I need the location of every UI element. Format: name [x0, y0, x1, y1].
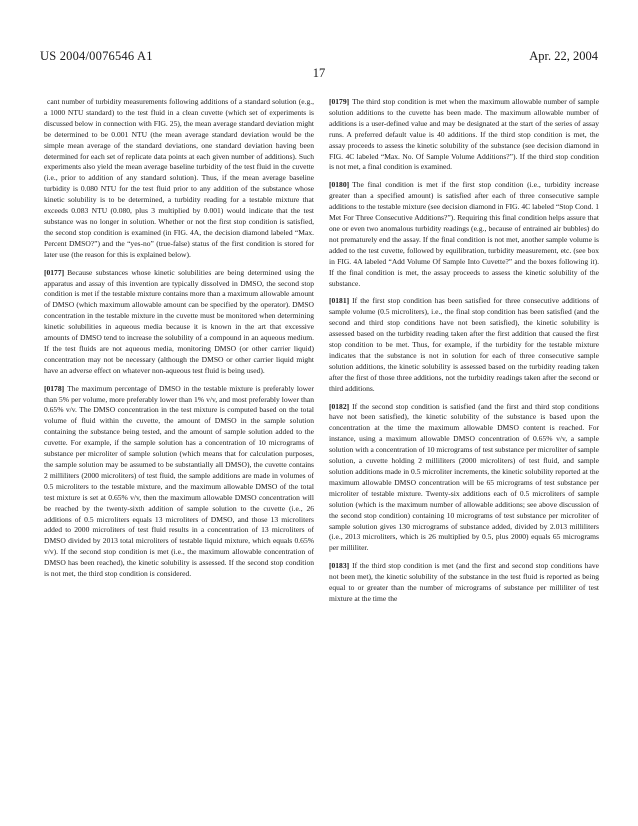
paragraph-text: If the first stop condition has been satisfied for three consecutive additions of sample volume (0.5 microliters), i.e., the final stop condition has been satisfied (and the second and third stop conditions have not been satisfied), the kinetic solubility is assessed based on the turbidity reading taken after the first addition that caused the first stop condition to be met. Thus, for example, if the turbidity for the testable mixture indicates that the substance is not in solution for each of three consecutive sample solution additions, the kinetic solubility is assessed based on the turbidity reading taken after the first of those three additions, not the turbidity readings taken after the second or third additions. [329, 296, 599, 393]
paragraph-text: cant number of turbidity measurements following additions of a standard solution (e.g., a 1000 NTU standard) to the test fluid in a clean cuvette (which set of experiments is discussed below in connection with FIG. 25), the mean average standard deviation might be determined to be 0.001 NTU (the mean average standard deviation would be the simple mean average of the standard deviations, one standard deviation having been determined for each set of replicate data points at each given number of additions). Such experiments also yield the mean average baseline turbidity of the test fluid in the cuvette (i.e., prior to addition of any standard solution). Thus, if the mean average baseline turbidity is 0.080 NTU for the test fluid prior to any addition of the substance whose kinetic solubility is to be determined, a turbidity reading for a testable mixture that exceeds 0.083 NTU (0.080, plus 3 multiplied by 0.001) would indicate that the test substance was no longer in solution. Whether or not the first stop condition is satisfied, the second stop condition is examined (in FIG. 4A, the decision diamond labeled “Max. Percent DMSO?”) and the “yes-no” (true-false) status of the first condition is stored for later use (the reason for this is explained below). [44, 97, 314, 259]
paragraph-number: [0181] [329, 296, 350, 306]
paragraph-text: If the second stop condition is satisfied (and the first and third stop conditions have not been satisfied), the kinetic solubility of the substance is based upon the concentration at the time the maximum allowable DMSO content is reached. For instance, using a maximum allowable DMSO concentration of 0.65% v/v, a sample solution with a concentration of 10 micrograms of test substance per microliter of sample solution, a cuvette holding 2 milliliters (2000 microliters) of test fluid, and sample solution additions made in 0.5 microliter increments, the kinetic solubility reported at the maximum allowable DMSO concentration will be 65 micrograms of test substance per microliter of testable mixture. Twenty-six additions each of 0.5 microliters of sample solution (which is the maximum number of allowable additions; see above discussion of the second stop condition) containing 10 micrograms of test substance per microliter of sample solution gives 130 micrograms of substance added, divided by 2.013 milliliters (i.e., 2013 microliters, which is 26 multiplied by 0.5, plus 2000) equals 65 micrograms per milliliter. [329, 401, 599, 553]
paragraph-text: Because substances whose kinetic solubilities are being determined using the apparatus and assay of this invention are typically dissolved in DMSO, the second stop condition is met if the testable mixture contains more than a maximum allowable amount of DMSO (which maximum allowable amount can be specified by the operator). DMSO concentration in the testable mixture in the cuvette must be monitored when determining kinetic solubilities in aqueous media because it is known in the art that excessive amounts of DMSO tend to increase the solubility of a compound in an aqueous medium. If the test fluids are not aqueous media, monitoring DMSO (or other carrier liquid) concentration may not be necessary (although the DMSO or other carrier liquid might have an adverse effect on whatever non-aqueous test fluid is being used). [44, 267, 314, 375]
paragraph [44, 268, 314, 377]
paragraph-number: [0177] [44, 267, 65, 277]
paragraph [329, 97, 599, 173]
left-column [44, 97, 314, 587]
page-number: 17 [312, 66, 326, 80]
paragraph-text: The third stop condition is met when the maximum allowable number of sample solution additions to the cuvette has been made. The maximum allowable number of additions is a user-defined value and may be designated at the start of the series of assay runs. A preferred default value is 40 additions. If the third stop condition is met, the assay proceeds to assess the kinetic solubility of the substance (see decision diamond in FIG. 4C labeled “Max. No. Of Sample Volume Additions?”). If the third stop condition is not met, a final condition is examined. [329, 97, 599, 172]
paragraph-number: [0179] [329, 97, 350, 106]
paragraph-text: The maximum percentage of DMSO in the testable mixture is preferably lower than 5% per volume, more preferably lower than 1% v/v, and most preferably lower than 0.65% v/v. The DMSO concentration in the test mixture is computed based on the total volume of fluid within the cuvette, the amount of DMSO in the sample solution containing the substance being tested, and the amount of sample solution added to the cuvette. For example, if the sample solution has a concentration of 10 micrograms of substance per microliter of sample solution (which means that for calculation purposes, the sample solution may be assumed to be substantially all DMSO), the cuvette contains 2 milliliters (2000 microliters) of test fluid, the sample additions are made in volumes of 0.5 microliters to the testable mixture, and the maximum allowable DMSO of the total test mixture is set at 0.65% v/v, then the maximum allowable DMSO concentration will be reached by the twenty-sixth addition of sample solution to the cuvette (i.e., 26 additions of 0.5 microliters equals 13 microliters of DMSO, and those 13 microliters added to 2000 microliters of test fluid results in a concentration of 13 microliters of DMSO divided by 2013 total microliters of testable liquid mixture, which equals 0.65% v/v). If the second stop condition is met (i.e., the maximum allowable concentration of DMSO has been reached), the kinetic solubility is assessed. If the second stop condition is not met, the third stop condition is considered. [44, 383, 314, 579]
paragraph [44, 97, 314, 261]
paragraph [329, 561, 599, 605]
paragraph-text: The final condition is met if the first stop condition (i.e., turbidity increase greater than a specified amount) is satisfied after each of three consecutive sample additions to the testable mixture (see decision diamond in FIG. 4C labeled “Stop Cond. 1 Met For Three Consecutive Additions?”). Requiring this final condition helps assure that one or even two anomalous turbidity readings (e.g., because of entrained air bubbles) do not prematurely end the assay. If the final condition is not met, another sample volume is added to the test cuvette, followed by equilibration, turbidity measurement, etc. (see box in FIG. 4A labeled “Add Volume Of Sample Into Cuvette?” and the boxes following it). If the final condition is met, the assay proceeds to assess the kinetic solubility of the substance. [329, 180, 599, 288]
paragraph [329, 180, 599, 289]
publication-date: Apr. 22, 2004 [529, 49, 598, 63]
paragraph-number: [0180] [329, 180, 350, 190]
paragraph-number: [0178] [44, 383, 65, 393]
paragraph [44, 384, 314, 580]
paragraph [329, 296, 599, 394]
paragraph-text: If the third stop condition is met (and the first and second stop conditions have not been met), the kinetic solubility of the substance in the test fluid is reported as being equal to or greater than the number of micrograms of substance per milliliter of test mixture at the time the [329, 561, 599, 603]
patent-number: US 2004/0076546 A1 [40, 49, 153, 63]
paragraph [329, 402, 599, 555]
paragraph-number: [0183] [329, 561, 350, 571]
right-column [329, 97, 599, 612]
paragraph-number: [0182] [329, 401, 350, 411]
